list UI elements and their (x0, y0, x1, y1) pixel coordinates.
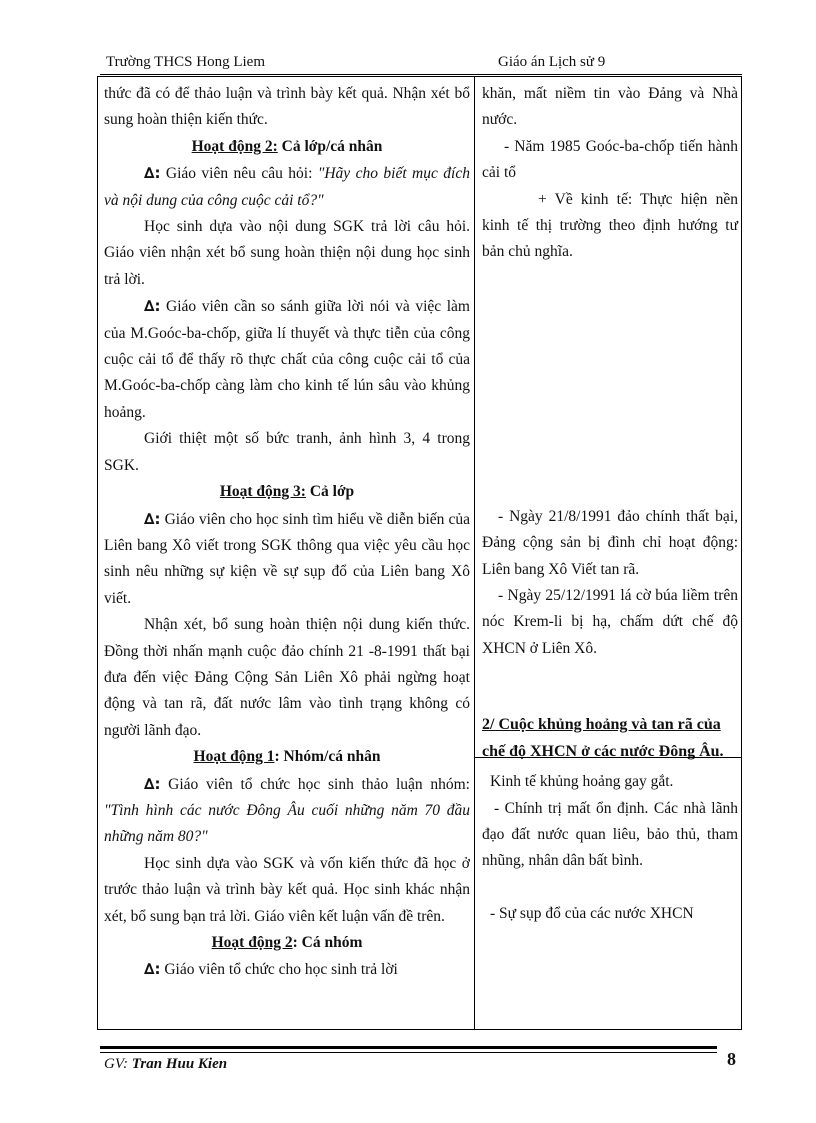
content-text: - Ngày 21/8/1991 đảo chính thất bại, Đảng cộng sản bị đình chỉ hoạt động: Liên bang Xô Viết tan rã. (482, 507, 738, 578)
subject-title: Giáo án Lịch sử 9 (498, 54, 606, 70)
activity-heading-rest: Cả lớp (305, 483, 355, 501)
paragraph: Nhận xét, bổ sung hoàn thiện nội dung kiến thức. Đồng thời nhấn mạnh cuộc đảo chính 21 -8-1991 thất bại đưa đến việc Đảng Cộng Sản Liên Xô phải ngừng hoạt động và tan rã, đất nước lâm vào tình trạng không có người lãnh đạo. (104, 616, 470, 739)
activity-heading-prefix: Hoạt động 1 (193, 748, 275, 766)
paragraph (104, 956, 470, 983)
activity-heading-rest: : Nhóm/cá nhân (274, 748, 381, 766)
paragraph-text: Giáo viên tổ chức học sinh thảo luận nhóm: (160, 775, 470, 793)
paragraph: Học sinh dựa vào nội dung SGK trả lời câu hỏi. Giáo viên nhận xét bổ sung hoàn thiện nội dung học sinh trả lời. (104, 218, 470, 288)
paragraph-text: Giáo viên nêu câu hỏi: (160, 165, 318, 183)
header-rule (100, 74, 742, 75)
paragraph (104, 506, 470, 613)
paragraph (104, 160, 470, 214)
spacer (482, 875, 738, 901)
content-text: - Năm 1985 Goóc-ba-chốp tiến hành cải tổ (482, 137, 738, 182)
activity-heading (104, 930, 470, 956)
content-text: Kinh tế khủng hoảng gay gắt. (490, 773, 674, 791)
paragraph: Học sinh dựa vào SGK và vốn kiến thức đã học ở trước thảo luận và trình bày kết quả. Học sinh khác nhận xét, bổ sung bạn trả lời. Giáo viên kết luận vấn đề trên. (104, 854, 470, 925)
teacher-activities-column (104, 81, 470, 984)
teacher-label: GV: (104, 1056, 132, 1072)
spacer (482, 662, 738, 712)
content-text: - Sự sụp đổ của các nước XHCN (490, 904, 694, 922)
content-text: - Ngày 25/12/1991 lá cờ búa liềm trên nóc Krem-li bị hạ, chấm dứt chế độ XHCN ở Liên Xô. (482, 587, 738, 657)
footer-rule-thick (100, 1046, 717, 1049)
triangle-icon: ∆: (144, 297, 161, 316)
paragraph-text: Giáo viên cần so sánh giữa lời nói và việc làm của M.Goóc-ba-chốp, giữa lí thuyết và thực tiễn của công cuộc cải tổ để thấy rõ thực chất của công cuộc cải tổ của M.Goóc-ba-chốp càng làm cho kinh tế lún sâu vào khủng hoảng. (104, 298, 470, 421)
question-text: "Hãy cho biết mục đích và nội dung của công cuộc cải tổ?" (104, 165, 470, 209)
triangle-icon: ∆: (144, 960, 161, 979)
content-text: - Chính trị mất ổn định. Các nhà lãnh đạo đất nước quan liêu, bảo thủ, tham nhũng, nhân dân bất bình. (482, 799, 738, 870)
section-separator (475, 757, 741, 758)
triangle-icon: ∆: (144, 164, 161, 183)
spacer (482, 266, 738, 504)
footer-rule-thin (100, 1052, 717, 1053)
activity-heading (104, 744, 470, 770)
lesson-table (97, 76, 742, 1030)
page-number: 8 (727, 1049, 736, 1069)
paragraph-text: Giáo viên tổ chức cho học sinh trả lời (160, 961, 398, 979)
content-text: + Về kinh tế: Thực hiện nền kinh tế thị trường theo định hướng tư bản chủ nghĩa. (482, 190, 738, 261)
paragraph: Giới thiệt một số bức tranh, ảnh hình 3, 4 trong SGK. (104, 430, 470, 474)
paragraph: thức đã có để thảo luận và trình bày kết quả. Nhận xét bổ sung hoàn thiện kiến thức. (104, 85, 470, 129)
paragraph (104, 771, 470, 851)
activity-heading-prefix: Hoạt động 2: (191, 137, 278, 155)
activity-heading-rest: : Cá nhóm (292, 934, 363, 951)
paragraph-text: Giáo viên cho học sinh tìm hiểu về diễn biến của Liên bang Xô viết trong SGK thông qua việc yêu cầu học sinh nêu những sự kiện về sự sụp đổ của Liên bang Xô viết. (104, 510, 470, 607)
paragraph (104, 293, 470, 426)
school-name: Trường THCS Hong Liem (106, 54, 266, 70)
section-title: 2/ Cuộc khủng hoảng và tan rã của chế độ XHCN ở các nước Đông Âu. (482, 716, 724, 760)
question-text: "Tình hình các nước Đông Âu cuối những năm 70 đầu những năm 80?" (104, 801, 470, 846)
activity-heading (104, 134, 470, 160)
content-column (482, 81, 738, 927)
teacher-name (104, 1056, 227, 1073)
triangle-icon: ∆: (144, 774, 161, 793)
activity-heading-rest: Cả lớp/cá nhân (277, 137, 383, 155)
activity-heading-prefix: Hoạt động 2 (211, 934, 293, 951)
content-text: khăn, mất niềm tin vào Đảng và Nhà nước. (482, 85, 738, 129)
triangle-icon: ∆: (144, 509, 161, 528)
page-header (100, 50, 740, 76)
activity-heading-prefix: Hoạt động 3: (219, 483, 306, 501)
activity-heading (104, 479, 470, 505)
teacher-name-value: Tran Huu Kien (131, 1056, 228, 1072)
column-divider (474, 77, 475, 1029)
